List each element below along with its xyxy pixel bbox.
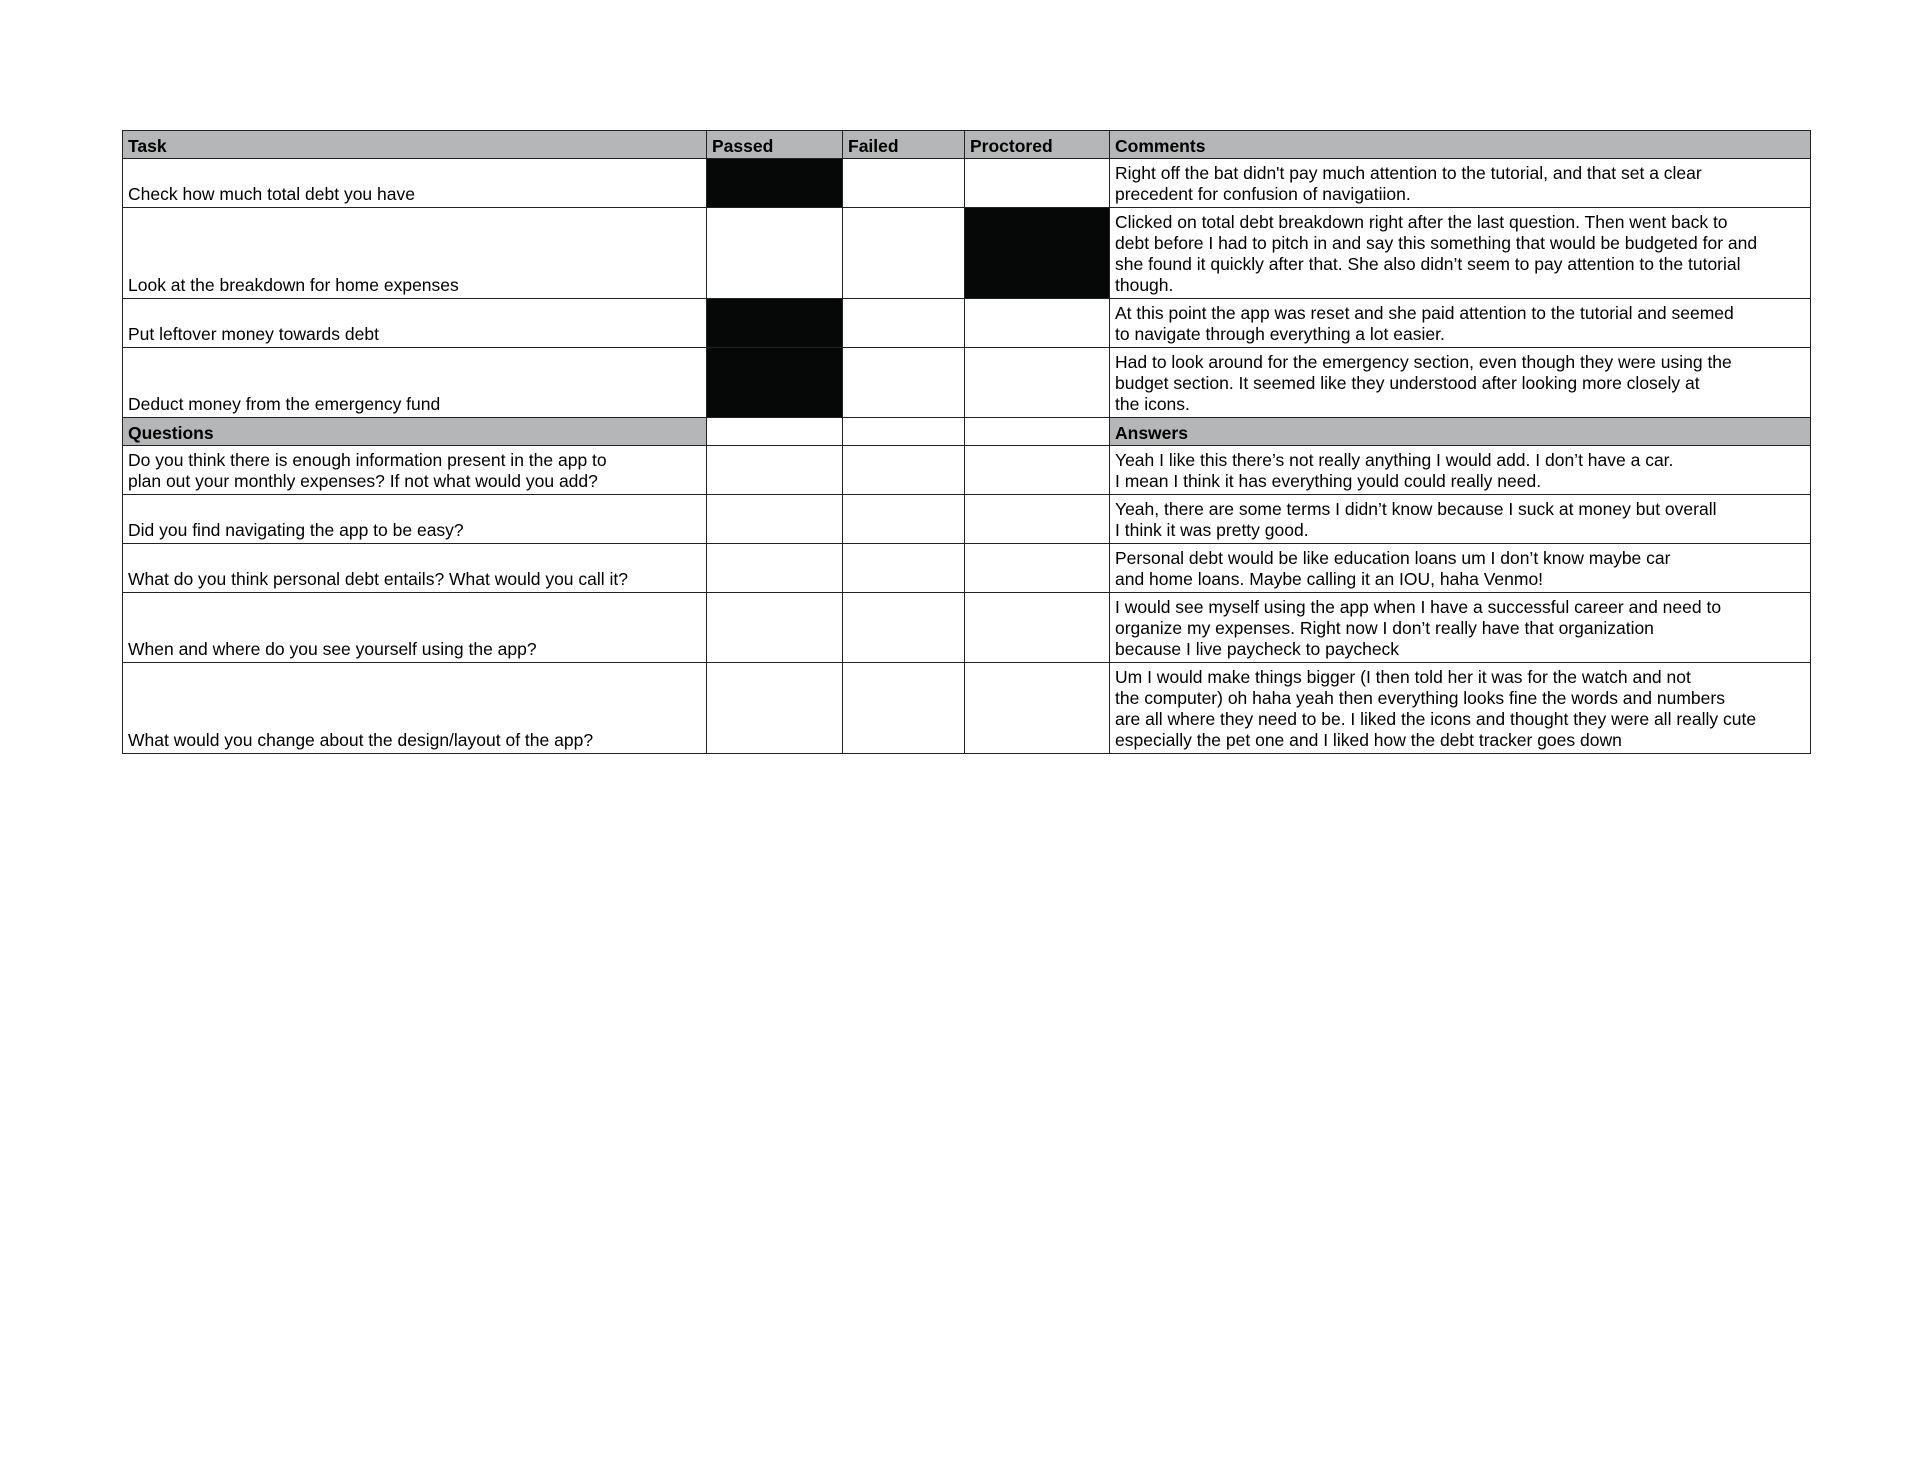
answer-cell: Personal debt would be like education loans um I don’t know maybe car and home loans. Maybe calling it an IOU, haha Venmo!: [1110, 544, 1811, 593]
failed-column-header: Failed: [843, 131, 965, 159]
question-cell: When and where do you see yourself using the app?: [123, 593, 707, 663]
question-cell: What would you change about the design/layout of the app?: [123, 663, 707, 754]
comment-cell: Had to look around for the emergency section, even though they were using the budget section. It seemed like they understood after looking more closely at the icons.: [1110, 348, 1811, 418]
empty-cell: [843, 495, 965, 544]
comments-column-header: Comments: [1110, 131, 1811, 159]
comment-cell: At this point the app was reset and she paid attention to the tutorial and seemed to navigate through everything a lot easier.: [1110, 299, 1811, 348]
result-mark-passed: [707, 299, 843, 348]
proctored-cell: [965, 299, 1110, 348]
empty-cell: [843, 544, 965, 593]
empty-cell: [843, 663, 965, 754]
questions-header-row: [123, 418, 1811, 446]
result-mark-proctored: [965, 208, 1110, 299]
task-cell: Look at the breakdown for home expenses: [123, 208, 707, 299]
task-cell: Check how much total debt you have: [123, 159, 707, 208]
empty-cell: [707, 663, 843, 754]
task-header-row: [123, 131, 1811, 159]
empty-cell: [707, 544, 843, 593]
empty-cell: [707, 495, 843, 544]
failed-cell: [843, 159, 965, 208]
failed-cell: [843, 208, 965, 299]
task-row: [123, 208, 1811, 299]
empty-header-cell: [843, 418, 965, 446]
result-mark-passed: [707, 159, 843, 208]
task-row: [123, 299, 1811, 348]
task-cell: Put leftover money towards debt: [123, 299, 707, 348]
task-row: [123, 159, 1811, 208]
answer-cell: Yeah I like this there’s not really anything I would add. I don’t have a car. I mean I think it has everything yould could really need.: [1110, 446, 1811, 495]
question-row: [123, 663, 1811, 754]
question-row: [123, 544, 1811, 593]
comment-cell: Right off the bat didn't pay much attention to the tutorial, and that set a clear precedent for confusion of navigatiion.: [1110, 159, 1811, 208]
empty-header-cell: [965, 418, 1110, 446]
question-row: [123, 593, 1811, 663]
usability-test-table: [122, 130, 1811, 754]
task-column-header: Task: [123, 131, 707, 159]
questions-column-header: Questions: [123, 418, 707, 446]
task-row: [123, 348, 1811, 418]
question-row: [123, 495, 1811, 544]
empty-cell: [707, 593, 843, 663]
failed-cell: [843, 348, 965, 418]
empty-cell: [965, 495, 1110, 544]
answers-column-header: Answers: [1110, 418, 1811, 446]
empty-cell: [965, 663, 1110, 754]
question-row: [123, 446, 1811, 495]
question-cell: Did you find navigating the app to be easy?: [123, 495, 707, 544]
empty-cell: [965, 593, 1110, 663]
empty-cell: [707, 446, 843, 495]
empty-cell: [843, 593, 965, 663]
answer-cell: I would see myself using the app when I have a successful career and need to organize my expenses. Right now I don’t really have that organization because I live paycheck to paycheck: [1110, 593, 1811, 663]
result-mark-passed: [707, 348, 843, 418]
question-cell: What do you think personal debt entails? What would you call it?: [123, 544, 707, 593]
comment-cell: Clicked on total debt breakdown right after the last question. Then went back to debt before I had to pitch in and say this something that would be budgeted for and she found it quickly after that. She also didn’t seem to pay attention to the tutorial though.: [1110, 208, 1811, 299]
passed-cell: [707, 208, 843, 299]
question-cell: Do you think there is enough information present in the app to plan out your monthly expenses? If not what would you add?: [123, 446, 707, 495]
passed-column-header: Passed: [707, 131, 843, 159]
empty-cell: [965, 446, 1110, 495]
task-cell: Deduct money from the emergency fund: [123, 348, 707, 418]
empty-header-cell: [707, 418, 843, 446]
proctored-cell: [965, 348, 1110, 418]
answer-cell: Yeah, there are some terms I didn’t know because I suck at money but overall I think it was pretty good.: [1110, 495, 1811, 544]
answer-cell: Um I would make things bigger (I then told her it was for the watch and not the computer) oh haha yeah then everything looks fine the words and numbers are all where they need to be. I liked the icons and thought they were all really cute especially the pet one and I liked how the debt tracker goes down: [1110, 663, 1811, 754]
proctored-column-header: Proctored: [965, 131, 1110, 159]
empty-cell: [965, 544, 1110, 593]
proctored-cell: [965, 159, 1110, 208]
failed-cell: [843, 299, 965, 348]
empty-cell: [843, 446, 965, 495]
